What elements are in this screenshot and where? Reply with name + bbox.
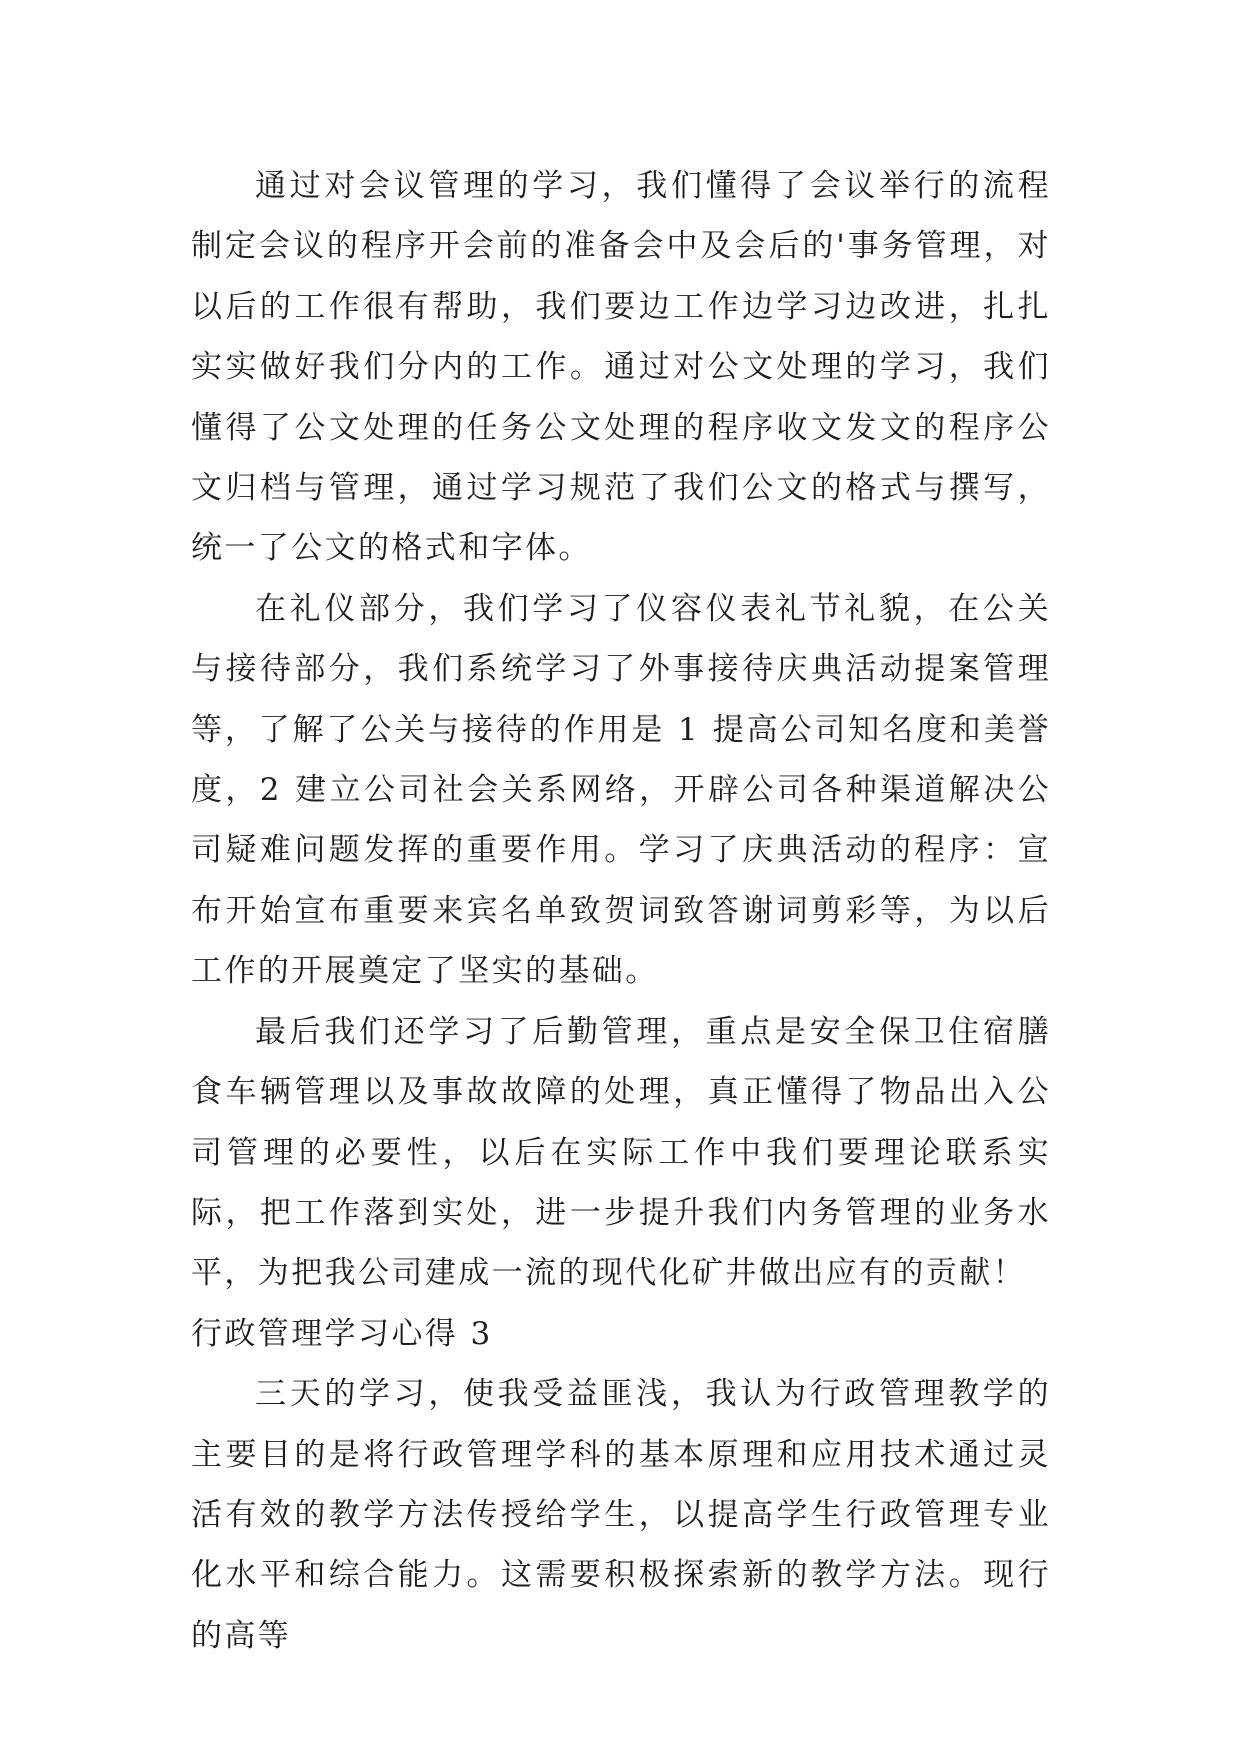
paragraph-meeting-management: 通过对会议管理的学习，我们懂得了会议举行的流程制定会议的程序开会前的准备会中及会后的'事务管理，对以后的工作很有帮助，我们要边工作边学习边改进，扎扎实实做好我们分内的工作。通过对公文处理的学习，我们懂得了公文处理的任务公文处理的程序收文发文的程序公文归档与管理，通过学习规范了我们公文的格式与撰写，统一了公文的格式和字体。 — [191, 168, 1051, 567]
paragraph-etiquette: 在礼仪部分，我们学习了仪容仪表礼节礼貌，在公关与接待部分，我们系统学习了外事接待庆典活动提案管理等，了解了公关与接待的作用是 1 提高公司知名度和美誉度，2 建立公司社会关系网络，开辟公司各种渠道解决公司疑难问题发挥的重要作用。学习了庆典活动的程序：宣布开始宣布重要来宾名单致贺词致答谢词剪彩等，为以后工作的开展奠定了坚实的基础。 — [191, 590, 1051, 990]
section-heading: 行政管理学习心得 3 — [191, 1315, 493, 1352]
paragraph-logistics: 最后我们还学习了后勤管理，重点是安全保卫住宿膳食车辆管理以及事故故障的处理，真正懂得了物品出入公司管理的必要性，以后在实际工作中我们要理论联系实际，把工作落到实处，进一步提升我们内务管理的业务水平，为把我公司建成一流的现代化矿井做出应有的贡献！ — [191, 1013, 1051, 1292]
paragraph-section-3-intro: 三天的学习，使我受益匪浅，我认为行政管理教学的主要目的是将行政管理学科的基本原理和应用技术通过灵活有效的教学方法传授给学生，以提高学生行政管理专业化水平和综合能力。这需要积极探索新的教学方法。现行的高等 — [191, 1376, 1051, 1654]
document-body — [191, 156, 1051, 1666]
